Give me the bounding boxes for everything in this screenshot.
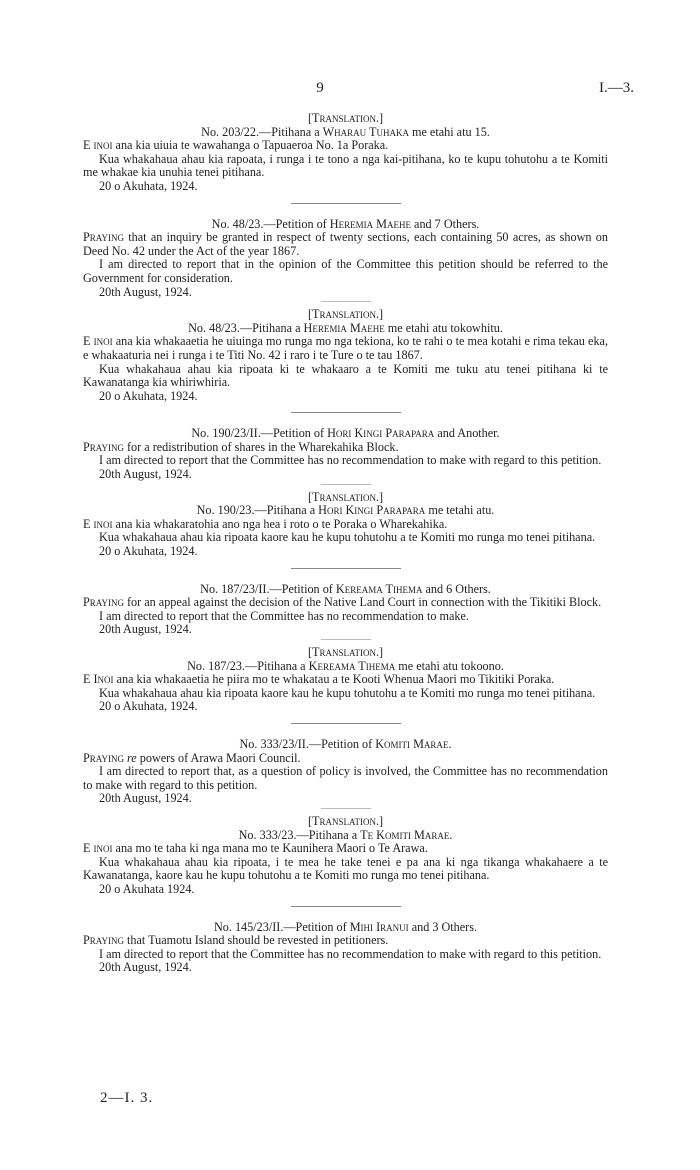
- prayer-text: ana kia whakaaetia he uiuinga mo runga mo nga tekiona, ko te rahi o te mea kotahi e rima tekau eka, e whakaaturia nei i runga i te Titi No. 42 i raro i te Ture o te tau 1867.: [83, 334, 608, 362]
- title-suffix: and Another.: [434, 426, 500, 441]
- report-date: 20 o Akuhata 1924.: [99, 881, 195, 896]
- report-paragraph: Kua whakahaua ahau kia ripoata, i te mea he take tenei e pa ana ki nga tikanga whakahaere a te Kawanatanga, kaore kau he kupu tohutohu a te Komiti mo runga mo tenei pitihana.: [83, 854, 608, 883]
- prayer-text: ana mo te taha ki nga mana mo te Kaunihera Maori o Te Arawa.: [112, 841, 428, 856]
- prayer-lead: Praying: [83, 750, 124, 765]
- prayer-text: that an inquiry be granted in respect of twenty sections, each containing 50 acres, as shown on Deed No. 42 under the Act of the year 1867.: [83, 230, 608, 258]
- petitioner-name: Komiti Marae: [375, 736, 449, 751]
- section-190-23: [83, 427, 608, 481]
- petitioner-name: Kereama Tihema: [308, 658, 396, 673]
- report-date: 20 o Akuhata, 1924.: [99, 388, 198, 403]
- report-paragraph: I am directed to report that the Committee has no recommendation to make with regard to this petition.: [99, 453, 602, 468]
- translation-divider: [321, 484, 371, 485]
- section-333-23: [83, 738, 608, 806]
- section-48-23: [83, 218, 608, 300]
- title-suffix: .: [449, 827, 453, 842]
- prayer-text: for an appeal against the decision of the Native Land Court in connection with the Tikitiki Block.: [123, 595, 602, 610]
- prayer-lead: Praying: [83, 595, 124, 610]
- prayer-lead: E inoi: [83, 841, 113, 856]
- prayer-line: [83, 673, 608, 687]
- prayer-text: that Tuamotu Island should be revested in petitioners.: [123, 933, 389, 948]
- prayer-lead: E Inoi: [83, 672, 114, 687]
- prayer-line: [83, 231, 608, 258]
- title-prefix: No. 48/23.—Pitihana a: [188, 320, 304, 335]
- report-date: 20th August, 1924.: [99, 467, 192, 482]
- petitioner-name: Hori Kingi Parapara: [327, 426, 435, 441]
- section-divider: [291, 568, 401, 569]
- translation-divider: [321, 808, 371, 809]
- petition-title: [83, 583, 608, 597]
- section-333-23-translation: [83, 815, 608, 897]
- petition-title: [83, 829, 608, 843]
- report-paragraph: Kua whakahaua ahau kia ripoata kaore kau he kupu tohutohu a te Komiti mo runga mo tenei pitihana.: [99, 530, 596, 545]
- prayer-lead: E inoi: [83, 334, 113, 349]
- title-suffix: me tetahi atu.: [425, 503, 495, 518]
- title-suffix: and 7 Others.: [410, 216, 480, 231]
- prayer-lead: Praying: [83, 439, 124, 454]
- title-prefix: No. 48/23.—Petition of: [211, 216, 330, 231]
- section-187-23: [83, 583, 608, 637]
- petitioner-name: Heremia Maehe: [303, 320, 385, 335]
- title-suffix: .: [448, 736, 452, 751]
- prayer-lead: E inoi: [83, 516, 113, 531]
- prayer-text: for a redistribution of shares in the Wharekahika Block.: [123, 439, 399, 454]
- prayer-text: powers of Arawa Maori Council.: [136, 750, 301, 765]
- document-reference: I.—3.: [599, 80, 634, 96]
- report-paragraph: Kua whakahaua ahau kia ripoata kaore kau he kupu tohutohu a te Komiti mo runga mo tenei pitihana.: [99, 685, 596, 700]
- prayer-text: ana kia uiuia te wawahanga o Tapuaeroa No. 1a Poraka.: [112, 138, 389, 153]
- title-prefix: No. 187/23/II.—Petition of: [200, 581, 336, 596]
- report-paragraph: I am directed to report that the Committee has no recommendation to make with regard to this petition.: [99, 946, 602, 961]
- prayer-line: [83, 842, 608, 856]
- report-date: 20 o Akuhata, 1924.: [99, 544, 198, 559]
- petition-title: [83, 427, 608, 441]
- petitioner-name: Wharau Tuhaka: [322, 124, 409, 139]
- prayer-line: [83, 441, 608, 455]
- report-paragraph: Kua whakahaua ahau kia ripoata ki te whakaaro a te Komiti me tuku atu tenei pitihana ki te Kawanatanga kia whiriwhiria.: [83, 361, 608, 390]
- prayer-line: [83, 335, 608, 362]
- petitioner-name: Hori Kingi Parapara: [318, 503, 426, 518]
- title-suffix: me etahi atu tokowhitu.: [384, 320, 503, 335]
- title-suffix: and 6 Others.: [422, 581, 491, 596]
- petitioner-name: Kereama Tihema: [335, 581, 423, 596]
- petition-title: [83, 738, 608, 752]
- translation-heading: [Translation.]: [307, 489, 384, 504]
- report-paragraph: I am directed to report that the Committee has no recommendation to make.: [99, 608, 469, 623]
- section-190-23-translation: [83, 491, 608, 559]
- title-suffix: me etahi atu tokoono.: [395, 658, 504, 673]
- prayer-line: [83, 596, 608, 610]
- signature-mark: 2—I. 3.: [100, 1090, 154, 1106]
- prayer-line: [83, 518, 608, 532]
- prayer-re: re: [127, 750, 137, 765]
- prayer-lead: Praying: [83, 933, 124, 948]
- page-number: 9: [316, 80, 324, 96]
- section-145-23: [83, 921, 608, 975]
- translation-divider: [321, 639, 371, 640]
- report-date: 20 o Akuhata, 1924.: [99, 699, 198, 714]
- title-prefix: No. 145/23/II.—Petition of: [213, 919, 350, 934]
- report-paragraph: I am directed to report that in the opinion of the Committee this petition should be referred to the Government for consideration.: [83, 257, 608, 285]
- section-divider: [291, 412, 401, 413]
- title-prefix: No. 187/23.—Pitihana a: [187, 658, 309, 673]
- report-date: 20th August, 1924.: [99, 284, 192, 299]
- page-content: [83, 112, 608, 975]
- prayer-lead: E inoi: [83, 138, 113, 153]
- prayer-line: [83, 139, 608, 153]
- petition-title: [83, 921, 608, 935]
- prayer-line: [83, 752, 608, 766]
- prayer-lead: Praying: [83, 230, 124, 245]
- prayer-text: ana kia whakaratohia ano nga hea i roto o te Poraka o Wharekahika.: [112, 516, 448, 531]
- title-suffix: and 3 Others.: [408, 919, 478, 934]
- petition-title: [83, 218, 608, 232]
- translation-divider: [321, 301, 371, 302]
- petition-title: [83, 660, 608, 674]
- title-prefix: No. 190/23/II.—Petition of: [191, 426, 328, 441]
- translation-heading: [Translation.]: [307, 111, 384, 125]
- petition-title: [83, 322, 608, 336]
- report-paragraph: I am directed to report that, as a question of policy is involved, the Committee has no recommendation to make with regard to this petition.: [83, 764, 608, 792]
- title-prefix: No. 203/22.—Pitihana a: [201, 124, 323, 139]
- section-48-23-translation: [83, 308, 608, 403]
- petition-title: [83, 504, 608, 518]
- report-date: 20 o Akuhata, 1924.: [99, 178, 198, 193]
- report-date: 20th August, 1924.: [99, 622, 192, 637]
- title-prefix: No. 190/23.—Pitihana a: [196, 503, 319, 518]
- title-prefix: No. 333/23/II.—Petition of: [239, 736, 376, 751]
- report-date: 20th August, 1924.: [99, 960, 192, 975]
- petitioner-name: Te Komiti Marae: [360, 827, 450, 842]
- section-187-23-translation: [83, 646, 608, 714]
- title-suffix: me etahi atu 15.: [408, 124, 490, 139]
- petition-title: [83, 126, 608, 140]
- translation-heading: [Translation.]: [307, 813, 384, 828]
- report-paragraph: Kua whakahaua ahau kia rapoata, i runga i te tono a nga kai-pitihana, ko te kupu tohutohu a te Komiti me whakae kia unuhia tenei pitihana.: [83, 151, 608, 180]
- section-divider: [291, 906, 401, 907]
- title-prefix: No. 333/23.—Pitihana a: [238, 827, 361, 842]
- section-divider: [291, 723, 401, 724]
- section-203-22-translation: [83, 112, 608, 194]
- section-divider: [291, 203, 401, 204]
- petitioner-name: Heremia Maehe: [329, 216, 411, 231]
- petitioner-name: Mihi Iranui: [349, 919, 409, 934]
- translation-heading: [Translation.]: [307, 645, 384, 659]
- report-date: 20th August, 1924.: [99, 791, 192, 806]
- prayer-line: [83, 934, 608, 948]
- translation-heading: [Translation.]: [307, 307, 384, 322]
- prayer-text: ana kia whakaaetia he piira mo te whakatau a te Kooti Whenua Maori mo Tikitiki Poraka.: [113, 672, 555, 687]
